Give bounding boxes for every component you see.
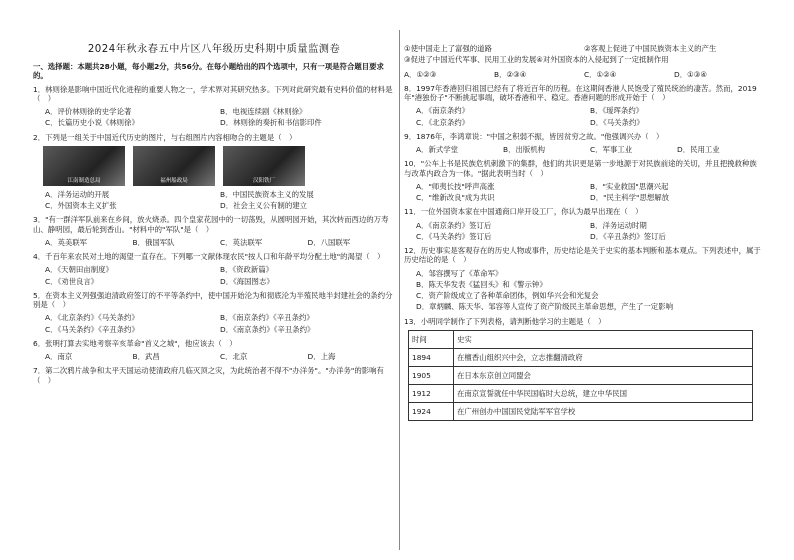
option-d[interactable]: D．《马关条约》 [590, 117, 644, 127]
options [416, 144, 764, 155]
photo-caption: 江南制造总局 [67, 177, 101, 184]
option-a[interactable]: A．《天朝田亩制度》 [45, 265, 113, 275]
option-a[interactable]: A．①②③ [404, 69, 437, 79]
question-8 [404, 84, 764, 128]
option-d[interactable]: D．《南京条约》《辛丑条约》 [220, 324, 315, 334]
section-heading: 一、选择题：本题共28小题，每小题2分，共56分。在每小题给出的四个选项中，只有一项是符合题目要求的。 [33, 62, 384, 81]
question-stem: 2．下列是一组关于中国近代历史的图片，与右组图片内容相吻合的主题是（ ） [33, 132, 297, 142]
question-13 [404, 317, 764, 421]
question-5 [33, 291, 395, 335]
table-cell: 在檀香山组织兴中会，立志推翻清政府 [454, 348, 753, 366]
table-row [409, 348, 753, 366]
column-divider [399, 30, 400, 550]
option-a[interactable]: A．新式学堂 [416, 145, 459, 154]
question-stem: 1．林则徐是影响中国近代化进程的重要人物之一，学术界对其研究热多。下列对此研究最有史料价值的材料是（ ） [33, 84, 393, 103]
question-1 [33, 85, 395, 129]
option-c[interactable]: C．"维新改良"成为共识 [416, 193, 495, 202]
question-6 [33, 339, 395, 363]
photo-row [43, 146, 395, 186]
question-stem: 3．"有一群洋军队前来在乡间，放火烧杀。四个皇家花园中的一切荡毁，从圆明园开始，其次转而西边的万寿山、静明园，最后轮到香山。"材料中的"军队"是（ ） [33, 215, 389, 234]
option-d[interactable]: D．①③④ [674, 69, 707, 79]
question-stem: 12．历史事实是客观存在的历史人物或事件，历史结论是关于史实的基本判断和基本观点。下列表述中，属于历史结论的是（ ） [404, 246, 761, 265]
question-stem: 7．第二次鸦片战争和太平天国运动使清政府几临灭顶之灾，为此统治者不得不"办洋务"。"办洋务"的影响有（ ） [33, 366, 384, 385]
question-12 [404, 246, 764, 313]
question-stem: 13．小明同学制作了下列表格，请判断他学习的主题是（ ） [404, 316, 606, 326]
option-d[interactable]: D．八国联军 [307, 237, 351, 247]
table-cell: 1924 [409, 402, 454, 420]
options [45, 237, 395, 248]
option-b[interactable]: B．②③④ [494, 69, 527, 79]
option-c[interactable]: C．长篇历史小说《林则徐》 [45, 118, 139, 128]
table-cell: 在日本东京创立同盟会 [454, 366, 753, 384]
options [45, 189, 395, 212]
options [404, 69, 764, 80]
option-b[interactable]: B．出版机构 [503, 145, 546, 154]
table-header: 时间 [409, 330, 454, 348]
option-a[interactable]: A．洋务运动的开展 [45, 189, 110, 199]
photo-jiangnan [43, 146, 125, 186]
option-b[interactable]: B．《资政新篇》 [220, 265, 274, 275]
option-d[interactable]: D．章炳麟、陈天华、邹容等人宣传了资产阶级民主革命思想，产生了一定影响 [416, 302, 673, 312]
option-a[interactable]: A．评价林则徐的史学论著 [45, 107, 132, 116]
options [416, 105, 764, 128]
option-b[interactable]: B．中国民族资本主义的发展 [220, 189, 314, 199]
option-d[interactable]: D．社会主义公有制的建立 [220, 201, 307, 210]
option-b[interactable]: B．陈天华发表《猛回头》和《警示钟》 [416, 279, 547, 289]
option-c[interactable]: C．《马关条约》签订后 [416, 231, 492, 241]
table-row [409, 366, 753, 384]
item-3-4 [404, 55, 764, 64]
options [416, 268, 764, 313]
history-table [408, 330, 753, 421]
question-stem: 10．"公车上书是民族危机刺激下的集群，他们的共识更是第一步地源于对民族前途的关切，并且把挽救种族与改革内政合为一体。"据此表明当时（ ） [404, 159, 757, 178]
table-cell: 1894 [409, 348, 454, 366]
option-a[interactable]: A．邹容撰写了《革命军》 [416, 268, 503, 278]
option-b[interactable]: B．"实业救国"思潮兴起 [590, 181, 669, 191]
option-b[interactable]: B．《南京条约》《辛丑条约》 [220, 313, 314, 323]
table-row [409, 402, 753, 420]
table-cell: 1905 [409, 366, 454, 384]
option-a[interactable]: A．《北京条约》《马关条约》 [45, 313, 139, 323]
option-d[interactable]: D．上海 [307, 352, 336, 361]
table-cell: 在南京宣誓就任中华民国临时大总统，建立中华民国 [454, 384, 753, 402]
question-stem: 11．一位外国资本家在中国通商口岸开设工厂，你认为最早出现在（ ） [404, 207, 643, 217]
option-b[interactable]: B．《瑷珲条约》 [590, 106, 644, 116]
question-10 [404, 159, 764, 203]
option-d[interactable]: D．民用工业 [677, 145, 720, 154]
option-b[interactable]: B．电视连续剧《林则徐》 [220, 107, 307, 116]
option-c[interactable]: C．《北京条约》 [416, 117, 470, 127]
question-stem: 9．1876年，李鸿章说："中国之积弱不振，皆因贫穷之故。"他强调兴办（ ） [404, 131, 664, 141]
options [45, 106, 395, 129]
options [45, 351, 395, 362]
option-c[interactable]: C．《劝世良言》 [45, 276, 99, 286]
question-4 [33, 252, 395, 287]
question-stem: 6．张明打算去实地考察辛亥革命"首义之城"，他应该去（ ） [33, 338, 237, 348]
photo-caption: 福州船政局 [160, 177, 188, 184]
option-d[interactable]: D．"民主科学"思想解放 [590, 193, 670, 202]
item-2: ②客观上促进了中国民族资本主义的产生 [584, 44, 717, 53]
question-7-continued [404, 43, 764, 80]
option-c[interactable]: C．外国资本主义扩张 [45, 201, 117, 210]
question-stem: 4．千百年来农民对土地的渴望一直存在。下列哪一文献体现农民"按人口和年龄平均分配土地"的渴望（ ） [33, 252, 385, 261]
question-2 [33, 133, 395, 212]
photo-caption: 汉阳铁厂 [252, 177, 275, 184]
question-stem: 5．在资本主义列强强迫清政府签订的不平等条约中，使中国开始沦为和彻底沦为半殖民地半封建社会的条约分别是（ ） [33, 290, 393, 309]
item-3: ③促进了中国近代军事、民用工业的发展 [404, 55, 537, 65]
option-c[interactable]: C．《马关条约》《辛丑条约》 [45, 324, 139, 334]
photo-fuzhou [133, 146, 215, 186]
option-c[interactable]: C．英法联军 [220, 237, 263, 247]
exam-title: 2024年秋永春五中片区八年级历史科期中质量监测卷 [87, 44, 341, 55]
question-11 [404, 207, 764, 242]
option-b[interactable]: B．洋务运动时期 [590, 220, 647, 230]
option-c[interactable]: C．①②④ [584, 69, 617, 79]
question-7 [33, 366, 395, 385]
right-column [404, 40, 764, 421]
option-a[interactable]: A．英美联军 [45, 237, 88, 247]
option-c[interactable]: C．资产阶级成立了各种革命团体，例如华兴会和光复会 [416, 291, 599, 300]
question-3 [33, 215, 395, 248]
option-a[interactable]: A．《南京条约》签订后 [416, 220, 492, 230]
left-column [33, 36, 395, 385]
options [45, 312, 395, 335]
option-d[interactable]: D．《海国图志》 [220, 276, 274, 286]
table-header: 史实 [454, 330, 753, 348]
option-b[interactable]: B．俄国军队 [132, 237, 175, 247]
table-cell: 在广州创办中国国民党陆军军官学校 [454, 402, 753, 420]
table-header-row [409, 330, 753, 348]
option-c[interactable]: C．北京 [220, 352, 248, 361]
photo-hanyang [223, 146, 305, 186]
option-a[interactable]: A．南京 [45, 352, 73, 361]
question-9 [404, 132, 764, 156]
option-a[interactable]: A．"师夷长技"呼声高涨 [416, 181, 495, 191]
item-1: ①使中国走上了富强的道路 [404, 44, 492, 53]
item-4: ④对外国资本的入侵起到了一定抵制作用 [536, 55, 669, 65]
option-d[interactable]: D．林则徐的奏折和书信影印件 [220, 118, 322, 128]
options [416, 181, 764, 204]
option-d[interactable]: D．《辛丑条约》签订后 [590, 231, 666, 241]
table-row [409, 384, 753, 402]
table-cell: 1912 [409, 384, 454, 402]
options [416, 220, 764, 243]
option-c[interactable]: C．军事工业 [590, 145, 633, 154]
option-a[interactable]: A．《南京条约》 [416, 106, 470, 116]
options [45, 264, 395, 287]
option-b[interactable]: B．武昌 [132, 352, 160, 361]
question-stem: 8．1997年香港回归祖国已经有了将近百年的历程。在这期间香港人民饱受了殖民统治的凄苦。然而，2019年"港独份子"不断挑起事端，破坏香港和平、稳定。香港问题的形成开始于（ ） [404, 83, 757, 102]
numbered-items [404, 43, 764, 66]
